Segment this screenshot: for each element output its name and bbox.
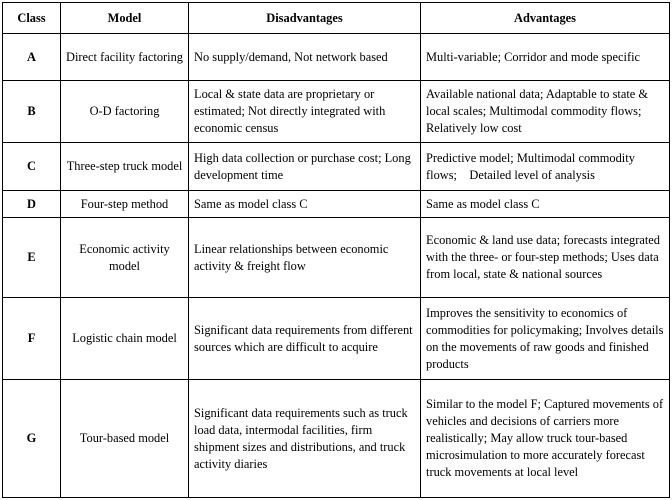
model-cell: Economic activity model	[61, 218, 189, 298]
model-cell: Three-step truck model	[61, 143, 189, 191]
class-cell: C	[3, 143, 61, 191]
class-cell: G	[3, 380, 61, 498]
model-cell: Four-step method	[61, 191, 189, 218]
model-cell: Tour-based model	[61, 380, 189, 498]
header-class: Class	[3, 3, 61, 34]
header-advantages: Advantages	[421, 3, 670, 34]
disadvantages-cell: Linear relationships between economic activity & freight flow	[189, 218, 421, 298]
header-model: Model	[61, 3, 189, 34]
model-cell: Logistic chain model	[61, 298, 189, 380]
model-cell: O-D factoring	[61, 81, 189, 143]
class-cell: F	[3, 298, 61, 380]
disadvantages-cell: Significant data requirements such as truck load data, intermodal facilities, firm shipment sizes and distributions, and truck activity diaries	[189, 380, 421, 498]
class-cell: A	[3, 34, 61, 81]
header-row	[3, 3, 670, 34]
disadvantages-cell: Same as model class C	[189, 191, 421, 218]
disadvantages-cell: No supply/demand, Not network based	[189, 34, 421, 81]
table-row	[3, 191, 670, 218]
advantages-cell: Predictive model; Multimodal commodity flows; Detailed level of analysis	[421, 143, 670, 191]
disadvantages-cell: High data collection or purchase cost; Long development time	[189, 143, 421, 191]
model-cell: Direct facility factoring	[61, 34, 189, 81]
advantages-cell: Economic & land use data; forecasts integrated with the three- or four-step methods; Uses data from local, state & national sources	[421, 218, 670, 298]
advantages-cell: Improves the sensitivity to economics of commodities for policymaking; Involves details on the movements of raw goods and finished products	[421, 298, 670, 380]
table-row	[3, 34, 670, 81]
class-cell: B	[3, 81, 61, 143]
table-row	[3, 81, 670, 143]
advantages-cell: Multi-variable; Corridor and mode specific	[421, 34, 670, 81]
table-row	[3, 380, 670, 498]
table-row	[3, 143, 670, 191]
freight-model-comparison-table	[2, 2, 670, 498]
table-row	[3, 298, 670, 380]
disadvantages-cell: Significant data requirements from different sources which are difficult to acquire	[189, 298, 421, 380]
class-cell: E	[3, 218, 61, 298]
disadvantages-cell: Local & state data are proprietary or estimated; Not directly integrated with economic census	[189, 81, 421, 143]
class-cell: D	[3, 191, 61, 218]
table-row	[3, 218, 670, 298]
header-disadvantages: Disadvantages	[189, 3, 421, 34]
advantages-cell: Available national data; Adaptable to state & local scales; Multimodal commodity flows; Relatively low cost	[421, 81, 670, 143]
advantages-cell: Same as model class C	[421, 191, 670, 218]
advantages-cell: Similar to the model F; Captured movements of vehicles and decisions of carriers more realistically; May allow truck tour-based microsimulation to more accurately forecast truck movements at local level	[421, 380, 670, 498]
